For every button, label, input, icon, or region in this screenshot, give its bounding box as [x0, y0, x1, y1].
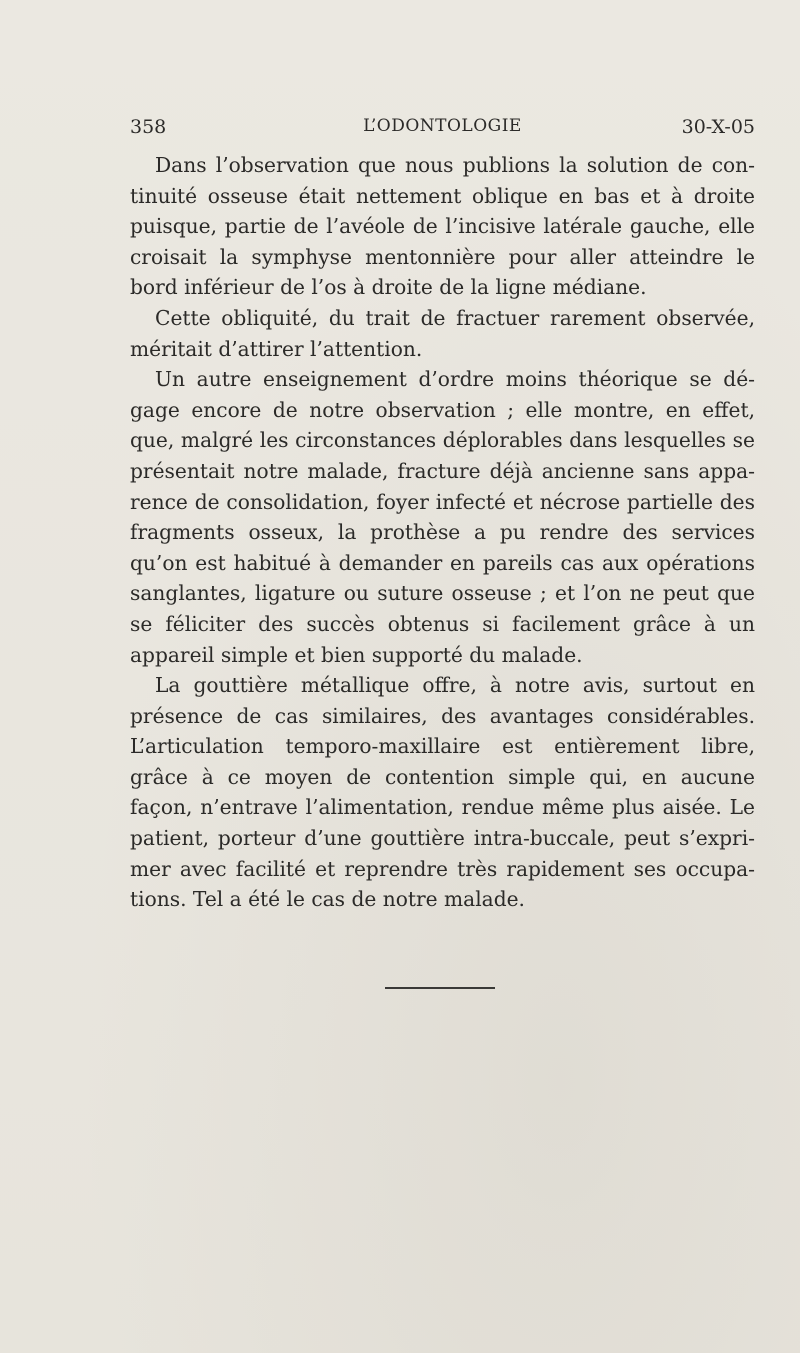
paragraph: Dans l’observation que nous publions la solution de continuité osseuse était nettement oblique en bas et à droite puisque, partie de l’avéole de l’incisive latérale gauche, elle croisait la symphyse mentonnière pour aller atteindre le bord inférieur de l’os à droite de la ligne médiane.	[130, 153, 755, 300]
paragraph: Cette obliquité, du trait de fractuer rarement observée, méritait d’attirer l’attention.	[130, 305, 755, 361]
running-header	[130, 116, 755, 146]
article-body	[130, 150, 755, 915]
issue-date: 30-X-05	[681, 116, 755, 138]
paragraph: Un autre enseignement d’ordre moins théorique se dégage encore de notre observation ; elle montre, en effet, que, malgré les circonstances déplorables dans lesquelles se présentait notre malade, fracture déjà ancienne sans apparence de consolidation, foyer infecté et nécrose partielle des fragments osseux, la prothèse a pu rendre des services qu’on est habitué à demander en pareils cas aux opérations sanglantes, ligature ou suture osseuse ; et l’on ne peut que se féliciter des succès obtenus si facilement grâce à un appareil simple et bien supporté du malade.	[130, 367, 755, 667]
journal-title: L’ODONTOLOGIE	[363, 116, 522, 136]
section-divider	[385, 987, 495, 989]
paragraph: La gouttière métallique offre, à notre avis, surtout en présence de cas similaires, des avantages considérables. L’articulation temporo-maxillaire est entièrement libre, grâce à ce moyen de contention simple qui, en aucune façon, n’entrave l’alimentation, rendue même plus aisée. Le patient, porteur d’une gouttière intra-buccale, peut s’exprimer avec facilité et reprendre très rapidement ses occupations. Tel a été le cas de notre malade.	[130, 673, 755, 912]
page-number: 358	[130, 116, 167, 138]
